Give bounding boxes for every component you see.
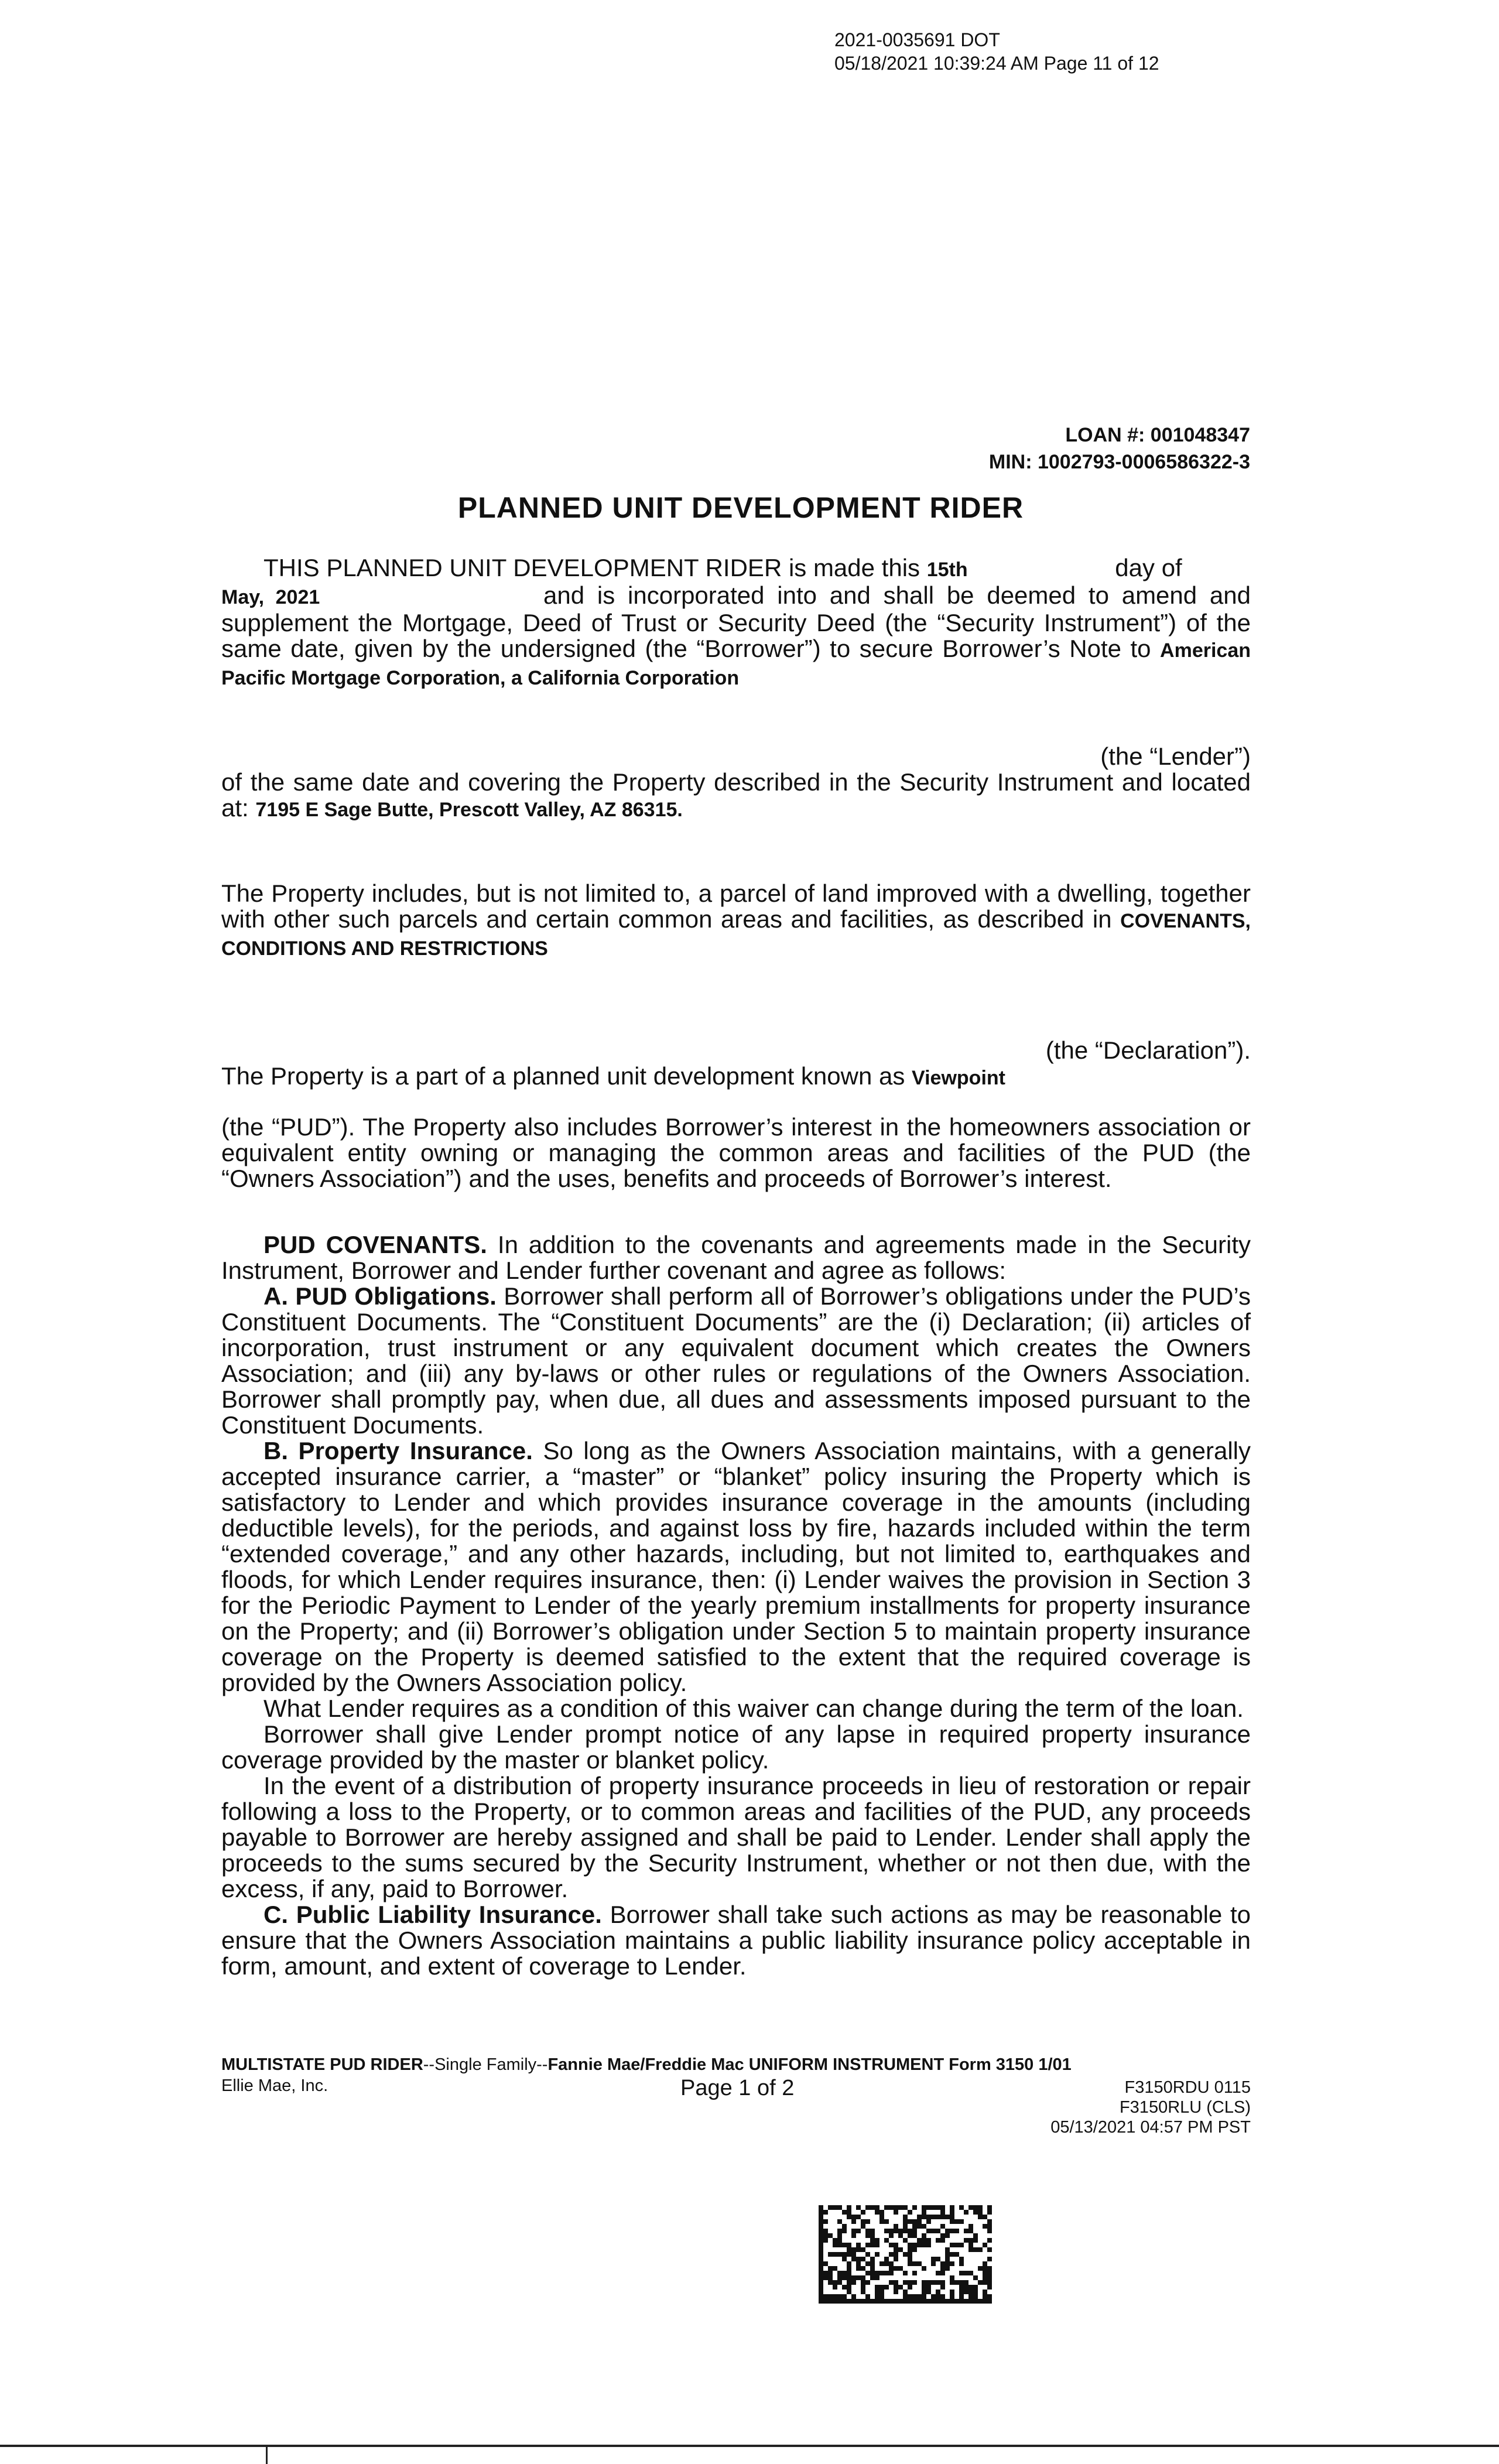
form-code-2: F3150RLU (CLS): [1119, 2098, 1251, 2117]
pud-covenants: [221, 1232, 1251, 1979]
covenant-b-heading: B. Property Insurance.: [263, 1437, 533, 1464]
recording-stamp: [834, 28, 1159, 75]
form-code-1: F3150RDU 0115: [1124, 2078, 1251, 2097]
min-number: MIN: 1002793-0006586322-3: [988, 451, 1250, 473]
covenants-intro: PUD COVENANTS. In addition to the covenants and agreements made in the Security Instrument, Borrower and Lender further covenant and agree as follows:: [221, 1231, 1251, 1284]
covenant-a: A. PUD Obligations. Borrower shall perform all of Borrower’s obligations under the PUD’s Constituent Documents. The “Constituent Documents” are the (i) Declaration; (ii) articles of incorporation, trust instrument or any equivalent document which creates the Owners Association; and (iii) any by-laws or other rules or regulations of the Owners Association. Borrower shall promptly pay, when due, all dues and assessments imposed pursuant to the Constituent Documents.: [221, 1282, 1251, 1439]
declaration-name-field: COVENANTS, CONDITIONS AND RESTRICTIONS: [221, 910, 1251, 960]
intro-paragraph: [221, 555, 1251, 823]
covenant-a-heading: A. PUD Obligations.: [263, 1282, 497, 1310]
barcode-image: [819, 2205, 992, 2304]
lender-label: (the “Lender”): [1100, 742, 1251, 770]
covenant-c: C. Public Liability Insurance. Borrower shall take such actions as may be reasonable to ensure that the Owners Association maintains a public liability insurance policy acceptable in form, amount, and extent of coverage to Lender.: [221, 1901, 1251, 1980]
pud-definition-text: (the “PUD”). The Property also includes Borrower’s interest in the homeowners association or equivalent entity owning or managing the common areas and facilities of the PUD (the “Owners Association”) and the uses, benefits and proceeds of Borrower’s interest.: [221, 1113, 1251, 1192]
day-field: 15th: [926, 559, 968, 581]
document-title: PLANNED UNIT DEVELOPMENT RIDER: [457, 491, 1024, 524]
covenants-heading: PUD COVENANTS.: [263, 1231, 487, 1258]
publisher: Ellie Mae, Inc.: [221, 2076, 328, 2095]
form-codes: [1050, 2078, 1251, 2137]
lender-name-field: American Pacific Mortgage Corporation, a California Corporation: [221, 639, 1251, 689]
property-paragraph: [221, 881, 1251, 1192]
form-footer: [221, 2054, 1072, 2096]
scan-edge-line: [0, 2445, 1499, 2447]
property-includes-text: The Property includes, but is not limited to, a parcel of land improved with a dwelling, together with other such parcels and certain common areas and facilities, as described in COVENANTS, CONDITIONS AND RESTRICTIONS: [221, 879, 1251, 960]
pud-known-as-text: The Property is a part of a planned unit development known as Viewpoint: [221, 1062, 1005, 1090]
loan-number: LOAN #: 001048347: [1065, 424, 1250, 446]
covenant-b: B. Property Insurance. So long as the Owners Association maintains, with a generally accepted insurance carrier, a “master” or “blanket” policy insuring the Property which is satisfactory to Lender and which provides insurance coverage in the amounts (including deductible levels), for the periods, and against loss by fire, hazards included within the term “extended coverage,” and any other hazards, including, but not limited to, earthquakes and floods, for which Lender requires insurance, then: (i) Lender waives the provision in Section 3 for the Periodic Payment to Lender of the yearly premium installments for property insurance on the Property; and (ii) Borrower’s obligation under Section 5 to maintain property insurance coverage on the Property is deemed satisfied to the extent that the required coverage is provided by the Owners Association policy.: [221, 1437, 1251, 1696]
scan-edge-tick: [266, 2446, 268, 2464]
covenant-b-proceeds: In the event of a distribution of property insurance proceeds in lieu of restoration or repair following a loss to the Property, or to common areas and facilities of the PUD, any proceeds payable to Borrower are hereby assigned and shall be paid to Lender. Lender shall apply the proceeds to the sums secured by the Security Instrument, whether or not then due, with the excess, if any, paid to Borrower.: [221, 1772, 1251, 1902]
document-id: 2021-0035691 DOT: [834, 29, 1000, 50]
form-description: MULTISTATE PUD RIDER--Single Family--Fannie Mae/Freddie Mac UNIFORM INSTRUMENT Form 3150 1/01: [221, 2055, 1072, 2074]
intro-text: THIS PLANNED UNIT DEVELOPMENT RIDER is made this 15th day of May, 2021 and is incorporated into and shall be deemed to amend and supplement the Mortgage, Deed of Trust or Security Deed (the “Security Instrument”) of the same date, given by the undersigned (the “Borrower”) to secure Borrower’s Note to American Pacific Mortgage Corporation, a California Corporation: [221, 554, 1251, 689]
loan-numbers: [989, 422, 1250, 475]
pud-name-field: Viewpoint: [912, 1067, 1005, 1089]
page-number: Page 1 of 2: [680, 2076, 795, 2100]
covenant-c-heading: C. Public Liability Insurance.: [263, 1901, 602, 1928]
covenant-b-notice: Borrower shall give Lender prompt notice of any lapse in required property insurance coverage provided by the master or blanket policy.: [221, 1720, 1251, 1774]
property-address-field: 7195 E Sage Butte, Prescott Valley, AZ 86315.: [255, 799, 683, 821]
print-date: 05/13/2021 04:57 PM PST: [1050, 2118, 1251, 2137]
recording-timestamp: 05/18/2021 10:39:24 AM Page 11 of 12: [834, 53, 1159, 74]
month-year-field: May, 2021: [221, 586, 320, 608]
covenant-b-waiver: What Lender requires as a condition of this waiver can change during the term of the loan.: [263, 1695, 1244, 1722]
property-location-text: of the same date and covering the Property described in the Security Instrument and located at: 7195 E Sage Butte, Prescott Valley, AZ 86315.: [221, 768, 1251, 822]
declaration-label: (the “Declaration”).: [1045, 1036, 1251, 1064]
